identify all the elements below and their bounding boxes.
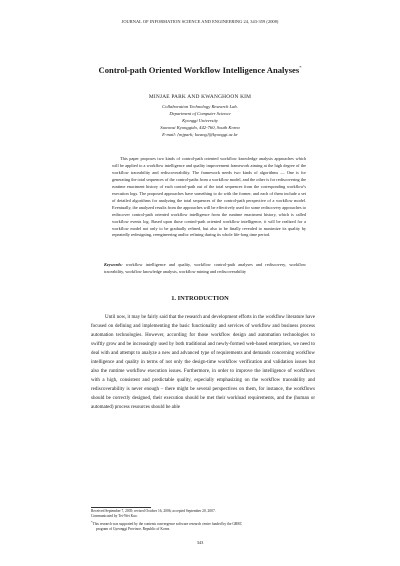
abstract-text: This paper proposes two kinds of control-path oriented workflow knowledge analysis approaches which will be applied to a workflow intelligence and quality improvement framework aiming at the high degree of the workflow traceability and rediscoverability. The framework needs two kinds of algorithms — One is for generating the total sequences of the control-paths from a workflow model, and the other is for rediscovering the runtime enactment history of each control-path out of the total sequences from the corresponding workflow's execution logs. The proposed approaches have something to do with the former, and each of them include a set of detailed algorithms for analyzing the total sequences of the control-path perspective of a workflow model. Eventually, the analyzed results from the approaches will be effectively used for some rediscovery approaches to rediscover control-path oriented workflow intelligence from the runtime enactment history, which is called workflow events log. Based upon those control-path oriented workflow intelligence, it will be realized for a workflow model not only to be gradually refined, but also to be finally revealed to maximize its quality by repeatedly redesigning, reengineering and/or refining during its whole life-long time period. (112, 156, 306, 238)
affiliation-department: Department of Computer Science (169, 111, 231, 116)
footnote-funding-line2: program of Gyeonggi Province, Republic of Korea. (96, 527, 171, 532)
affiliation-address: Suwonsi Kyonggido, 442-760, South Korea (160, 125, 240, 130)
footnote-communicated: Communicated by Tei-Wei Kuo. (91, 514, 138, 519)
introduction-paragraph: Until now, it may be fairly said that the research and development efforts in the workflow literature have focused on defining and implementing the basic functionality and services of workflow and business process automation technologies. However, according for those workflow design and automation technologies to swiftly grow and be increasingly used by both traditional and newly-formed web-based enterprises, we need to deal with and attempt to analyze a new and advanced type of requirements and demands concerning workflow intelligence and quality in terms of not only the design-time workflow verification and validation issues but also the runtime workflow execution issues. Furthermore, in order to improve the intelligence of workflows with a high, consistent and predictable quality, especially emphasizing on the workflow traceability and rediscoverability is never enough – there might be several perspectives on them, for instance, the workflows should be correctly designed, their execution should be met their workload requirements, and the (human or automated) process resources should be able (91, 315, 315, 411)
page-number: 343 (196, 540, 204, 545)
footnote-received: Received September 7, 2005; revised October 16, 2006; accepted September 20, 2007. (91, 509, 216, 513)
author-names: MINJAE PARK AND KWANGHOON KIM (148, 94, 252, 100)
section-heading: 1. INTRODUCTION (171, 295, 229, 302)
affiliation-lab: Collaboration Technology Research Lab. (162, 104, 238, 109)
keywords (104, 262, 306, 276)
introduction-body (91, 313, 315, 413)
footnote-funding-line1: This research was supported by the contents convergence software research center funded by the GRRC (92, 521, 243, 526)
affiliation-email: E-mail: {mjpark; kwang}@kyonggi.ac.kr (162, 132, 238, 137)
footnote-mark: * (91, 519, 93, 524)
footnotes (91, 509, 321, 532)
keywords-label: Keywords: (104, 262, 123, 267)
footnote-funding (91, 520, 321, 527)
affiliation-university: Kyonggi University (182, 118, 218, 123)
abstract (112, 156, 306, 239)
running-head: JOURNAL OF INFORMATION SCIENCE AND ENGINEERING 24, 343-359 (2008) (121, 19, 279, 24)
title-footnote-mark: * (299, 65, 302, 71)
title-text: Control-path Oriented Workflow Intelligence Analyses (98, 65, 300, 75)
footnote-rule (91, 507, 151, 508)
paper-title (40, 65, 360, 75)
keywords-text: workflow intelligence and quality, workflow control-path analyses and rediscovery, workflow traceability, workflow knowledge analysis, workflow mining and rediscoverability (104, 262, 306, 274)
